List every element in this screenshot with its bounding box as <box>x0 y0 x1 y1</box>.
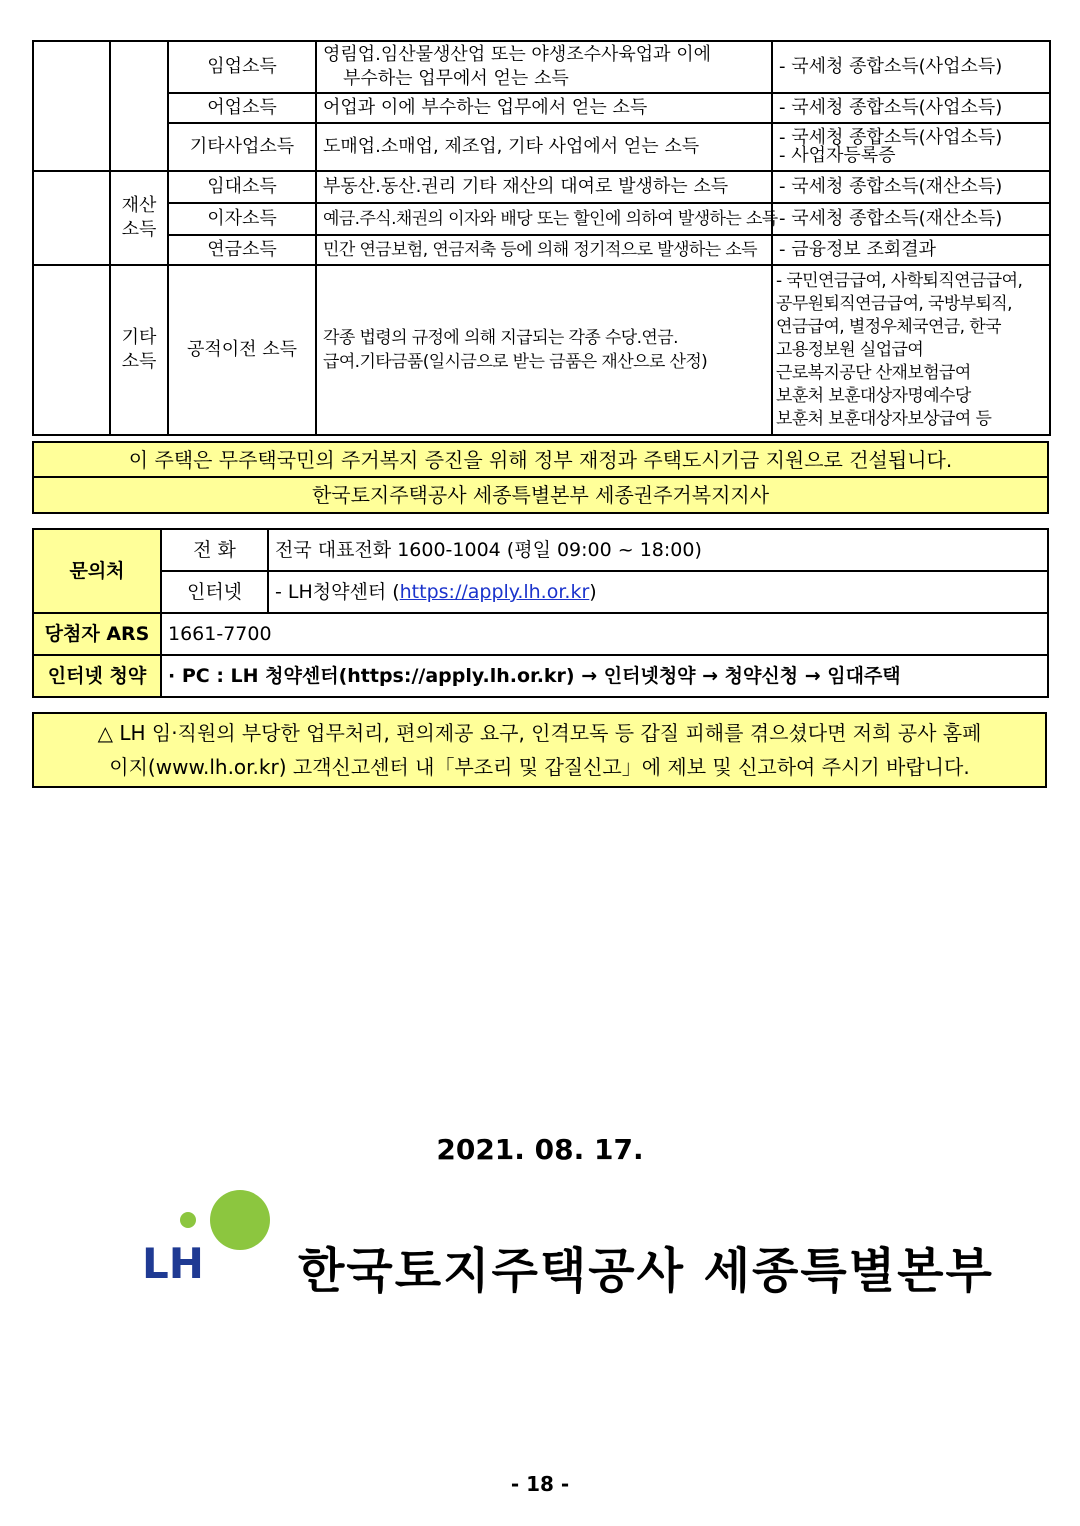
apply-center-link[interactable]: https://apply.lh.or.kr <box>399 581 590 603</box>
income-type: 공적이전 소득 <box>168 265 316 435</box>
lh-logo-icon <box>140 1188 275 1288</box>
misconduct-warning: △ LH 임·직원의 부당한 업무처리, 편의제공 요구, 인격모독 등 갑질 피해를 겪으셨다면 저희 공사 홈페 이지(www.lh.or.kr) 고객신고센터 내「부조리 및 갑질신고」에 제보 및 신고하여 주시기 바랍니다. <box>32 712 1047 788</box>
table-row <box>33 41 1050 93</box>
internet-value: - LH청약센터 (https://apply.lh.or.kr) <box>268 571 1048 613</box>
income-desc: 부동산.동산.권리 기타 재산의 대여로 발생하는 소득 <box>316 171 772 203</box>
income-type: 어업소득 <box>168 93 316 123</box>
income-source: - 국세청 종합소득(재산소득) <box>772 171 1050 203</box>
table-row <box>33 655 1048 697</box>
apply-value: · PC : LH 청약센터(https://apply.lh.or.kr) → 인터넷청약 → 청약신청 → 임대주택 <box>161 655 1048 697</box>
funding-notice: 이 주택은 무주택국민의 주거복지 증진을 위해 정부 재정과 주택도시기금 지원으로 건설됩니다. <box>32 441 1049 479</box>
internet-label: 인터넷 <box>161 571 268 613</box>
logo-text: LH <box>142 1239 204 1288</box>
income-source: - 국세청 종합소득(사업소득) <box>772 41 1050 93</box>
table-row <box>33 203 1050 235</box>
group-cell: 재산 소득 <box>110 171 168 265</box>
blank-cell <box>33 171 110 265</box>
income-type: 임대소득 <box>168 171 316 203</box>
document-date: 2021. 08. 17. <box>436 1133 644 1166</box>
group-cell: 기타 소득 <box>110 265 168 435</box>
table-row <box>33 123 1050 171</box>
income-desc: 각종 법령의 규정에 의해 지급되는 각종 수당.연금. 급여.기타금품(일시금으로 받는 금품은 재산으로 산정) <box>316 265 772 435</box>
apply-label: 인터넷 청약 <box>33 655 161 697</box>
contact-table <box>32 528 1049 698</box>
income-type: 연금소득 <box>168 235 316 265</box>
income-table <box>32 40 1051 436</box>
table-row <box>33 235 1050 265</box>
income-desc: 민간 연금보험, 연금저축 등에 의해 정기적으로 발생하는 소득 <box>316 235 772 265</box>
table-row <box>33 571 1048 613</box>
income-source: - 국민연금급여, 사학퇴직연금급여, 공무원퇴직연금급여, 국방부퇴직, 연금급여, 별정우체국연금, 한국 고용정보원 실업급여 근로복지공단 산재보험급여 보훈처 보훈대상자명예수당 보훈처 보훈대상자보상급여 등 <box>772 265 1050 435</box>
page-number: - 18 - <box>510 1472 570 1496</box>
income-desc: 도매업.소매업, 제조업, 기타 사업에서 얻는 소득 <box>316 123 772 171</box>
table-row <box>33 171 1050 203</box>
income-source: - 금융정보 조회결과 <box>772 235 1050 265</box>
income-type: 기타사업소득 <box>168 123 316 171</box>
income-source: - 국세청 종합소득(사업소득) <box>772 93 1050 123</box>
income-desc: 영림업.임산물생산업 또는 야생조수사육업과 이에 부수하는 업무에서 얻는 소득 <box>316 41 772 93</box>
blank-cell <box>33 41 110 171</box>
group-cell <box>110 41 168 171</box>
ars-value: 1661-7700 <box>161 613 1048 655</box>
table-row <box>33 265 1050 435</box>
income-source: - 국세청 종합소득(사업소득) - 사업자등록증 <box>772 123 1050 171</box>
table-row <box>33 529 1048 571</box>
organization-name: 한국토지주택공사 세종특별본부 <box>298 1243 994 1299</box>
branch-notice: 한국토지주택공사 세종특별본부 세종권주거복지지사 <box>32 476 1049 514</box>
contact-label: 문의처 <box>33 529 161 613</box>
table-row <box>33 93 1050 123</box>
income-desc: 어업과 이에 부수하는 업무에서 얻는 소득 <box>316 93 772 123</box>
income-desc: 예금.주식.채권의 이자와 배당 또는 할인에 의하여 발생하는 소득 <box>316 203 772 235</box>
blank-cell <box>33 265 110 435</box>
income-source: - 국세청 종합소득(재산소득) <box>772 203 1050 235</box>
ars-label: 당첨자 ARS <box>33 613 161 655</box>
income-type: 임업소득 <box>168 41 316 93</box>
phone-value: 전국 대표전화 1600-1004 (평일 09:00 ~ 18:00) <box>268 529 1048 571</box>
table-row <box>33 613 1048 655</box>
phone-label: 전 화 <box>161 529 268 571</box>
income-type: 이자소득 <box>168 203 316 235</box>
